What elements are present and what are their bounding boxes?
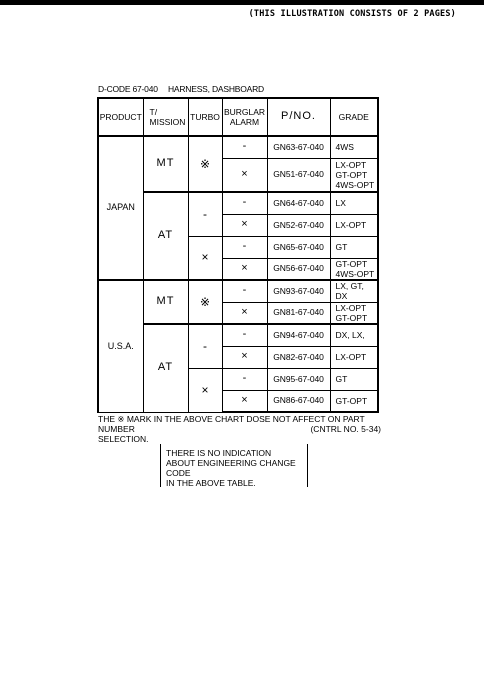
- top-rule: [0, 0, 484, 5]
- part-number: GN65-67-040: [267, 236, 330, 258]
- alarm-dash: -: [222, 236, 267, 258]
- alarm-cross: ×: [222, 214, 267, 236]
- table-row: [98, 280, 378, 302]
- alarm-cross: ×: [222, 158, 267, 192]
- part-number: GN95-67-040: [267, 368, 330, 390]
- grade: GT: [330, 368, 378, 390]
- grade: LX-OPT GT-OPT 4WS-OPT: [330, 158, 378, 192]
- grade: GT: [330, 236, 378, 258]
- part-number: GN63-67-040: [267, 136, 330, 158]
- footnote-line1: THE ※ MARK IN THE ABOVE CHART DOSE NOT AFFECT ON PART NUMBER: [98, 414, 365, 434]
- alarm-cross: ×: [222, 346, 267, 368]
- col-transmission: T/ MISSION: [143, 98, 188, 136]
- transmission-mt: MT: [143, 136, 188, 192]
- grade: LX-OPT: [330, 214, 378, 236]
- pages-note: (THIS ILLUSTRATION CONSISTS OF 2 PAGES): [248, 9, 456, 19]
- dcode-title: [98, 84, 264, 94]
- dcode-number: D-CODE 67-040: [98, 84, 158, 94]
- box-line2: ABOUT ENGINEERING CHANGE CODE: [166, 458, 296, 478]
- grade: LX, GT, DX: [330, 280, 378, 302]
- alarm-cross: ×: [222, 258, 267, 280]
- turbo-note-mark: ※: [188, 280, 222, 324]
- col-burglar-alarm: BURGLAR ALARM: [222, 98, 267, 136]
- part-number: GN64-67-040: [267, 192, 330, 214]
- part-number: GN86-67-040: [267, 390, 330, 412]
- col-grade: GRADE: [330, 98, 378, 136]
- grade: LX: [330, 192, 378, 214]
- control-number: (CNTRL NO. 5-34): [310, 424, 381, 434]
- col-product: PRODUCT: [98, 98, 143, 136]
- turbo-note-mark: ※: [188, 136, 222, 192]
- part-number: GN56-67-040: [267, 258, 330, 280]
- part-number-table: [97, 97, 379, 413]
- region-japan: JAPAN: [98, 136, 143, 280]
- grade: 4WS: [330, 136, 378, 158]
- turbo-cross: ×: [188, 368, 222, 412]
- part-number: GN52-67-040: [267, 214, 330, 236]
- alarm-dash: -: [222, 324, 267, 346]
- footnote: [98, 414, 381, 444]
- header-row: [98, 98, 378, 136]
- grade: LX-OPT: [330, 346, 378, 368]
- region-usa: U.S.A.: [98, 280, 143, 412]
- part-number: GN81-67-040: [267, 302, 330, 324]
- turbo-cross: ×: [188, 236, 222, 280]
- alarm-dash: -: [222, 280, 267, 302]
- box-line3: IN THE ABOVE TABLE.: [166, 478, 256, 488]
- grade: DX, LX,: [330, 324, 378, 346]
- transmission-at: AT: [143, 324, 188, 412]
- transmission-at: AT: [143, 192, 188, 280]
- transmission-mt: MT: [143, 280, 188, 324]
- table-row: [98, 136, 378, 158]
- turbo-dash: -: [188, 192, 222, 236]
- alarm-cross: ×: [222, 390, 267, 412]
- part-number: GN51-67-040: [267, 158, 330, 192]
- col-turbo: TURBO: [188, 98, 222, 136]
- grade: LX-OPT GT-OPT: [330, 302, 378, 324]
- part-number: GN93-67-040: [267, 280, 330, 302]
- grade: GT-OPT 4WS-OPT: [330, 258, 378, 280]
- box-line1: THERE IS NO INDICATION: [166, 448, 272, 458]
- part-number: GN94-67-040: [267, 324, 330, 346]
- footnote-line2: SELECTION.: [98, 434, 149, 444]
- grade: GT-OPT: [330, 390, 378, 412]
- alarm-dash: -: [222, 192, 267, 214]
- alarm-dash: -: [222, 136, 267, 158]
- part-number: GN82-67-040: [267, 346, 330, 368]
- alarm-dash: -: [222, 368, 267, 390]
- dcode-subject: HARNESS, DASHBOARD: [167, 84, 264, 94]
- turbo-dash: -: [188, 324, 222, 368]
- alarm-cross: ×: [222, 302, 267, 324]
- col-part-number: P/NO.: [267, 98, 330, 136]
- engineering-change-note: [160, 444, 308, 487]
